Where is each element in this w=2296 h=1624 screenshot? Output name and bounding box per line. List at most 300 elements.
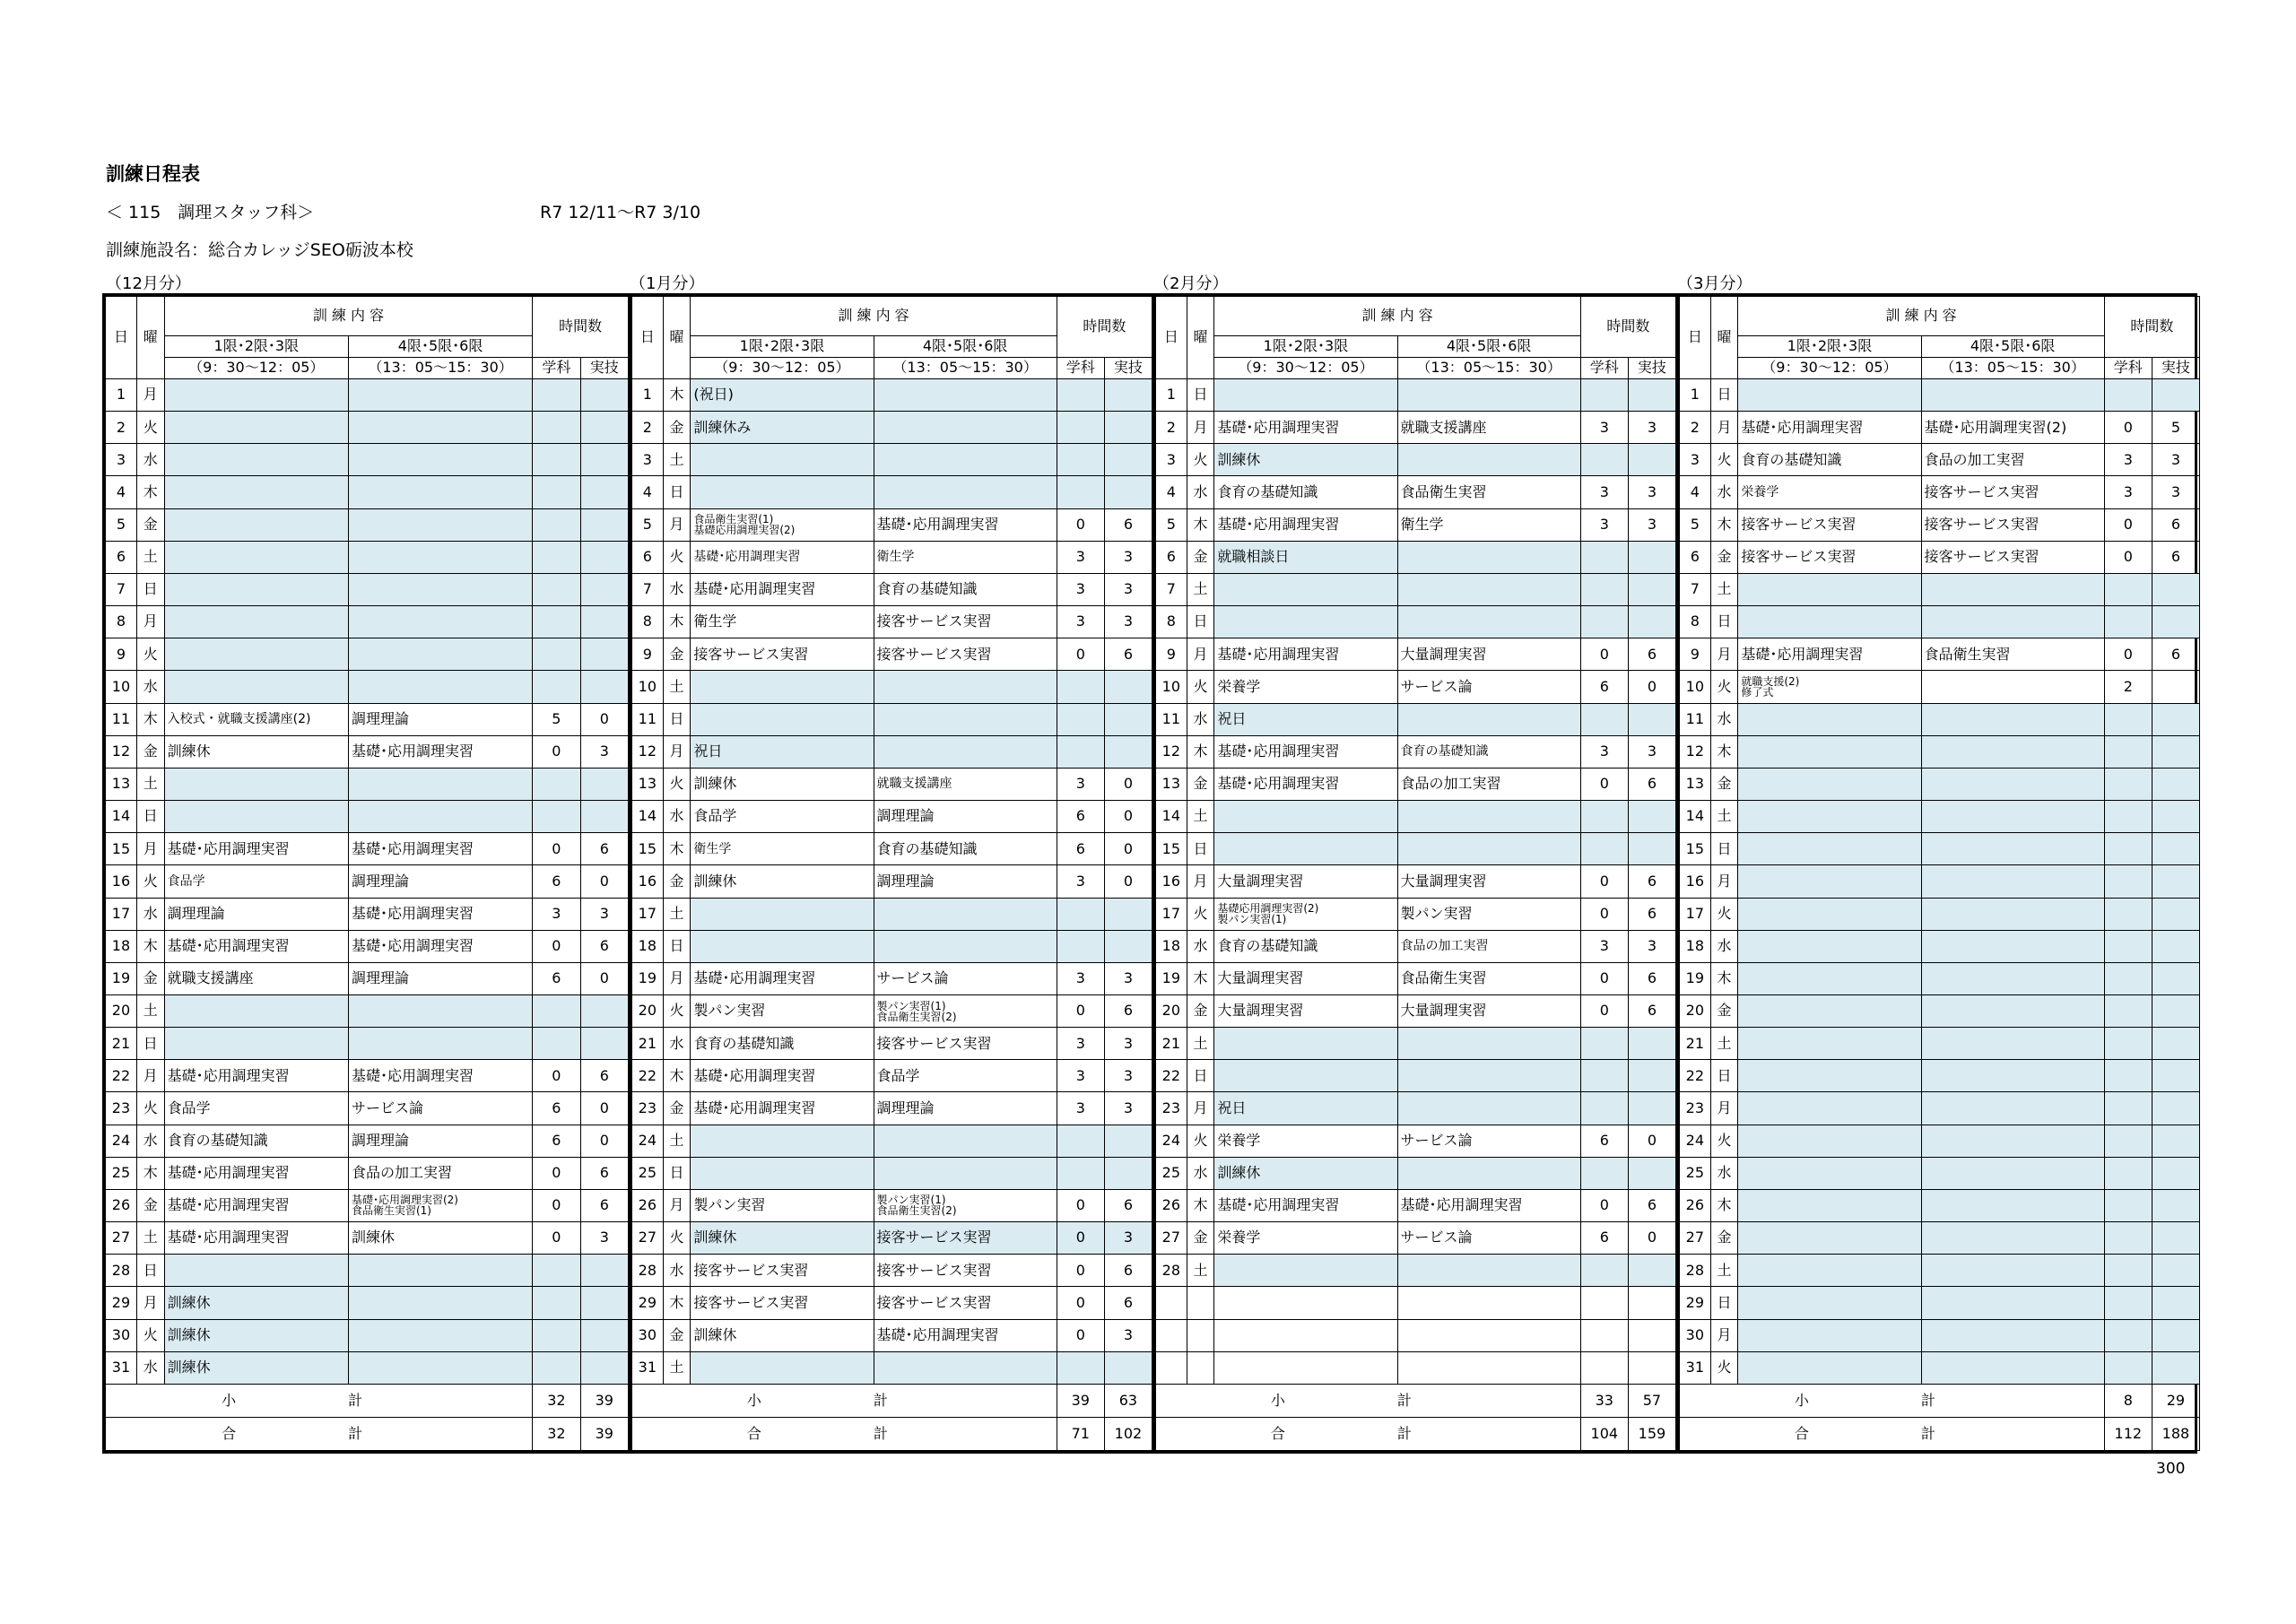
schedule-table bbox=[1679, 296, 2200, 1451]
table-row bbox=[1680, 541, 2200, 573]
total-label: 合 計 bbox=[632, 1418, 1057, 1451]
weekday-cell: 金 bbox=[136, 1189, 164, 1221]
gakka-hours: 6 bbox=[1580, 1125, 1628, 1157]
jitsugi-hours bbox=[580, 1351, 628, 1384]
content-cell-b bbox=[1921, 1255, 2104, 1287]
table-row bbox=[106, 1157, 629, 1189]
gakka-hours: 6 bbox=[1580, 1222, 1628, 1255]
content-cell-a bbox=[1738, 1092, 1921, 1125]
content-cell-b bbox=[1921, 671, 2104, 703]
content-cell-b bbox=[1921, 1092, 2104, 1125]
content-cell-b bbox=[1397, 671, 1580, 703]
content-cell-b bbox=[874, 412, 1057, 444]
subtotal-jitsugi: 63 bbox=[1104, 1385, 1152, 1418]
content-cell-b bbox=[1921, 865, 2104, 898]
day-cell: 16 bbox=[632, 865, 664, 898]
content-line: 製パン実習(1) bbox=[876, 999, 946, 1012]
table-row bbox=[1680, 1092, 2200, 1125]
content-line: 製パン実習 bbox=[693, 1196, 766, 1214]
content-cell-a bbox=[1738, 1157, 1921, 1189]
content-cell-a bbox=[1214, 476, 1397, 508]
content-line: サービス論 bbox=[1400, 1131, 1473, 1149]
gakka-hours bbox=[1057, 379, 1104, 412]
content-cell-a bbox=[1738, 735, 1921, 768]
day-cell: 21 bbox=[1156, 1028, 1187, 1060]
content-line: 接客サービス実習 bbox=[876, 1293, 992, 1311]
gakka-hours: 0 bbox=[533, 930, 580, 962]
content-cell-b bbox=[348, 735, 532, 768]
weekday-cell: 木 bbox=[663, 833, 691, 865]
content-cell-b bbox=[348, 962, 532, 994]
table-row bbox=[1680, 638, 2200, 671]
content-cell-b bbox=[1397, 962, 1580, 994]
jitsugi-hours: 6 bbox=[1628, 638, 1675, 671]
gakka-hours: 6 bbox=[1057, 833, 1104, 865]
gakka-hours: 0 bbox=[533, 1222, 580, 1255]
jitsugi-hours: 6 bbox=[1628, 994, 1675, 1027]
content-cell-a bbox=[1214, 606, 1397, 638]
weekday-cell: 金 bbox=[663, 412, 691, 444]
content-cell-b bbox=[1921, 573, 2104, 605]
content-line: 基礎･応用調理実習 bbox=[167, 1196, 290, 1214]
weekday-cell: 月 bbox=[1187, 1092, 1214, 1125]
weekday-cell: 土 bbox=[663, 898, 691, 930]
jitsugi-hours bbox=[2152, 1125, 2199, 1157]
weekday-cell: 日 bbox=[663, 930, 691, 962]
weekday-cell: 月 bbox=[136, 606, 164, 638]
subtotal-label: 小 計 bbox=[632, 1385, 1057, 1418]
day-cell: 6 bbox=[1680, 541, 1711, 573]
content-line: 基礎･応用調理実習 bbox=[693, 550, 801, 565]
weekday-cell: 木 bbox=[136, 930, 164, 962]
weekday-cell: 月 bbox=[136, 1060, 164, 1092]
content-cell-a bbox=[691, 541, 874, 573]
day-cell: 14 bbox=[1680, 801, 1711, 833]
table-row bbox=[1680, 1255, 2200, 1287]
content-line: 食品の加工実習 bbox=[351, 1164, 452, 1182]
content-line: 訓練休 bbox=[693, 1325, 737, 1343]
content-cell-b bbox=[348, 1287, 532, 1319]
gakka-hours: 0 bbox=[1057, 1255, 1104, 1287]
content-line: 入校式・就職支援講座(2) bbox=[167, 712, 311, 727]
table-row bbox=[632, 1028, 1152, 1060]
table-row bbox=[106, 1222, 629, 1255]
gakka-hours bbox=[1057, 1125, 1104, 1157]
gakka-hours: 6 bbox=[533, 865, 580, 898]
jitsugi-hours: 3 bbox=[1104, 1222, 1152, 1255]
content-line: 基礎･応用調理実習 bbox=[351, 839, 474, 857]
day-cell bbox=[1156, 1319, 1187, 1351]
month-label-feb: （2月分） bbox=[1153, 274, 1229, 293]
day-cell: 10 bbox=[632, 671, 664, 703]
content-cell-b bbox=[1397, 703, 1580, 735]
weekday-cell: 木 bbox=[663, 1060, 691, 1092]
jitsugi-hours bbox=[2152, 606, 2199, 638]
content-cell-a bbox=[1738, 1351, 1921, 1384]
weekday-cell: 土 bbox=[136, 541, 164, 573]
content-cell-a bbox=[1214, 573, 1397, 605]
table-row bbox=[632, 1351, 1152, 1384]
header-content: 訓 練 内 容 bbox=[164, 297, 533, 336]
gakka-hours bbox=[533, 444, 580, 476]
content-cell-b bbox=[348, 1028, 532, 1060]
weekday-cell: 木 bbox=[1710, 508, 1738, 541]
weekday-cell: 金 bbox=[1710, 768, 1738, 800]
content-cell-b bbox=[1921, 379, 2104, 412]
day-cell: 9 bbox=[632, 638, 664, 671]
gakka-hours: 0 bbox=[2104, 412, 2152, 444]
content-cell-b bbox=[1921, 606, 2104, 638]
day-cell: 17 bbox=[106, 898, 137, 930]
content-cell-b bbox=[1921, 962, 2104, 994]
day-cell: 26 bbox=[106, 1189, 137, 1221]
weekday-cell: 金 bbox=[136, 962, 164, 994]
subtotal-gakka: 33 bbox=[1580, 1385, 1628, 1418]
content-line: 食育の基礎知識 bbox=[1400, 744, 1489, 760]
content-cell-a bbox=[164, 671, 348, 703]
content-cell-b bbox=[874, 865, 1057, 898]
day-cell: 3 bbox=[632, 444, 664, 476]
table-row bbox=[632, 994, 1152, 1027]
table-row bbox=[1680, 930, 2200, 962]
gakka-hours bbox=[1580, 703, 1628, 735]
jitsugi-hours bbox=[580, 638, 628, 671]
header-weekday: 曜 bbox=[1187, 297, 1214, 379]
content-cell-a bbox=[164, 1222, 348, 1255]
weekday-cell: 水 bbox=[663, 801, 691, 833]
gakka-hours bbox=[2104, 1287, 2152, 1319]
table-row bbox=[632, 1255, 1152, 1287]
weekday-cell: 金 bbox=[1710, 994, 1738, 1027]
jitsugi-hours bbox=[1628, 1287, 1675, 1319]
day-cell: 31 bbox=[632, 1351, 664, 1384]
day-cell: 11 bbox=[1680, 703, 1711, 735]
day-cell: 19 bbox=[106, 962, 137, 994]
table-row bbox=[1156, 638, 1676, 671]
jitsugi-hours bbox=[2152, 1319, 2199, 1351]
total-gakka: 71 bbox=[1057, 1418, 1104, 1451]
gakka-hours: 6 bbox=[533, 1092, 580, 1125]
total-row bbox=[632, 1418, 1152, 1451]
jitsugi-hours bbox=[580, 476, 628, 508]
day-cell: 24 bbox=[1156, 1125, 1187, 1157]
weekday-cell bbox=[1187, 1287, 1214, 1319]
table-row bbox=[106, 412, 629, 444]
content-line: 食品衛生実習 bbox=[1924, 645, 2011, 663]
day-cell bbox=[1156, 1287, 1187, 1319]
gakka-hours: 3 bbox=[1580, 476, 1628, 508]
content-line: 接客サービス実習 bbox=[876, 612, 992, 630]
content-line: 食品学 bbox=[876, 1066, 920, 1084]
content-cell-b bbox=[1397, 865, 1580, 898]
content-line: 就職支援講座 bbox=[167, 969, 254, 987]
table-row bbox=[1156, 508, 1676, 541]
jitsugi-hours bbox=[580, 801, 628, 833]
gakka-hours bbox=[1580, 573, 1628, 605]
day-cell: 21 bbox=[106, 1028, 137, 1060]
month-table-dec bbox=[105, 296, 629, 1451]
gakka-hours bbox=[2104, 962, 2152, 994]
header-day: 日 bbox=[1680, 297, 1711, 379]
weekday-cell: 月 bbox=[663, 1189, 691, 1221]
weekday-cell: 金 bbox=[1710, 541, 1738, 573]
content-line: 訓練休 bbox=[693, 872, 737, 890]
day-cell: 8 bbox=[632, 606, 664, 638]
jitsugi-hours: 6 bbox=[580, 930, 628, 962]
content-cell-a bbox=[1214, 865, 1397, 898]
day-cell: 5 bbox=[1156, 508, 1187, 541]
table-row bbox=[1156, 476, 1676, 508]
day-cell: 22 bbox=[1156, 1060, 1187, 1092]
content-cell-a bbox=[164, 508, 348, 541]
jitsugi-hours bbox=[1104, 476, 1152, 508]
table-row bbox=[1156, 1060, 1676, 1092]
content-line: サービス論 bbox=[1400, 677, 1473, 695]
table-row bbox=[106, 1351, 629, 1384]
content-cell-a bbox=[1214, 1028, 1397, 1060]
content-line: 基礎･応用調理実習 bbox=[1400, 1196, 1523, 1214]
gakka-hours bbox=[2104, 1222, 2152, 1255]
content-cell-a bbox=[1738, 1060, 1921, 1092]
jitsugi-hours: 3 bbox=[1628, 735, 1675, 768]
table-row bbox=[106, 930, 629, 962]
content-cell-a bbox=[691, 508, 874, 541]
weekday-cell: 土 bbox=[1187, 573, 1214, 605]
day-cell: 2 bbox=[1680, 412, 1711, 444]
jitsugi-hours: 6 bbox=[1628, 962, 1675, 994]
jitsugi-hours: 6 bbox=[580, 1060, 628, 1092]
day-cell: 3 bbox=[1680, 444, 1711, 476]
subtotal-jitsugi: 39 bbox=[580, 1385, 628, 1418]
total-gakka: 112 bbox=[2104, 1418, 2152, 1451]
content-line: 食育の基礎知識 bbox=[1217, 937, 1318, 955]
content-cell-b bbox=[348, 508, 532, 541]
content-cell-a bbox=[1738, 541, 1921, 573]
total-label: 合 計 bbox=[1156, 1418, 1581, 1451]
gakka-hours bbox=[533, 541, 580, 573]
content-cell-a bbox=[164, 541, 348, 573]
weekday-cell: 月 bbox=[1187, 638, 1214, 671]
jitsugi-hours: 0 bbox=[580, 865, 628, 898]
jitsugi-hours: 3 bbox=[1104, 1028, 1152, 1060]
content-cell-a bbox=[1214, 1125, 1397, 1157]
gakka-hours bbox=[1580, 1255, 1628, 1287]
header-weekday: 曜 bbox=[663, 297, 691, 379]
weekday-cell: 日 bbox=[136, 1028, 164, 1060]
day-cell: 8 bbox=[106, 606, 137, 638]
day-cell: 9 bbox=[106, 638, 137, 671]
table-row bbox=[1680, 801, 2200, 833]
day-cell: 18 bbox=[1680, 930, 1711, 962]
weekday-cell: 月 bbox=[663, 735, 691, 768]
jitsugi-hours bbox=[2152, 1092, 2199, 1125]
table-row bbox=[1156, 379, 1676, 412]
day-cell: 2 bbox=[632, 412, 664, 444]
weekday-cell: 日 bbox=[1187, 606, 1214, 638]
content-cell-a bbox=[1738, 801, 1921, 833]
content-cell-a bbox=[691, 1092, 874, 1125]
content-cell-b bbox=[348, 1222, 532, 1255]
jitsugi-hours: 6 bbox=[1628, 865, 1675, 898]
weekday-cell: 金 bbox=[1187, 541, 1214, 573]
jitsugi-hours bbox=[1628, 444, 1675, 476]
content-line: 訓練休 bbox=[167, 1293, 211, 1311]
content-line: 基礎･応用調理実習 bbox=[876, 1325, 999, 1343]
jitsugi-hours bbox=[1104, 735, 1152, 768]
jitsugi-hours bbox=[1628, 573, 1675, 605]
weekday-cell: 火 bbox=[1710, 1351, 1738, 1384]
weekday-cell: 木 bbox=[663, 1287, 691, 1319]
content-cell-a bbox=[1214, 1157, 1397, 1189]
day-cell: 20 bbox=[632, 994, 664, 1027]
day-cell: 23 bbox=[1156, 1092, 1187, 1125]
table-row bbox=[632, 1060, 1152, 1092]
day-cell: 24 bbox=[106, 1125, 137, 1157]
day-cell: 22 bbox=[1680, 1060, 1711, 1092]
table-row bbox=[1156, 573, 1676, 605]
subtotal-row bbox=[632, 1385, 1152, 1418]
jitsugi-hours bbox=[2152, 1060, 2199, 1092]
gakka-hours bbox=[533, 638, 580, 671]
content-line: 訓練休 bbox=[1217, 450, 1261, 468]
content-cell-a bbox=[164, 1287, 348, 1319]
content-cell-b bbox=[1921, 444, 2104, 476]
table-row bbox=[1156, 1287, 1676, 1319]
gakka-hours: 3 bbox=[1057, 606, 1104, 638]
content-cell-b bbox=[1397, 379, 1580, 412]
table-row bbox=[1156, 801, 1676, 833]
jitsugi-hours: 3 bbox=[1104, 1319, 1152, 1351]
table-row bbox=[1680, 1189, 2200, 1221]
content-line-2: 製パン実習(1) bbox=[1217, 913, 1287, 926]
table-row bbox=[632, 735, 1152, 768]
table-row bbox=[1680, 703, 2200, 735]
gakka-hours bbox=[2104, 379, 2152, 412]
jitsugi-hours bbox=[1104, 703, 1152, 735]
table-row bbox=[632, 1287, 1152, 1319]
jitsugi-hours: 3 bbox=[1104, 573, 1152, 605]
gakka-hours bbox=[1580, 1157, 1628, 1189]
content-cell-b bbox=[348, 768, 532, 800]
content-line: 就職支援講座 bbox=[876, 777, 952, 792]
content-cell-b bbox=[874, 541, 1057, 573]
jitsugi-hours: 3 bbox=[1104, 1060, 1152, 1092]
content-cell-a bbox=[691, 1222, 874, 1255]
day-cell: 22 bbox=[106, 1060, 137, 1092]
table-row bbox=[1156, 1092, 1676, 1125]
jitsugi-hours: 0 bbox=[580, 703, 628, 735]
gakka-hours: 3 bbox=[1057, 573, 1104, 605]
table-row bbox=[106, 638, 629, 671]
weekday-cell: 木 bbox=[663, 606, 691, 638]
gakka-hours bbox=[1057, 671, 1104, 703]
content-cell-b bbox=[874, 1351, 1057, 1384]
content-cell-b bbox=[1397, 476, 1580, 508]
table-row bbox=[1156, 1319, 1676, 1351]
table-row bbox=[1680, 1351, 2200, 1384]
jitsugi-hours bbox=[2152, 1189, 2199, 1221]
content-line: 基礎･応用調理実習 bbox=[1217, 516, 1340, 533]
content-cell-a bbox=[164, 1028, 348, 1060]
jitsugi-hours: 6 bbox=[580, 833, 628, 865]
gakka-hours: 3 bbox=[533, 898, 580, 930]
table-row bbox=[632, 865, 1152, 898]
day-cell: 8 bbox=[1680, 606, 1711, 638]
weekday-cell: 水 bbox=[663, 1028, 691, 1060]
weekday-cell: 金 bbox=[1187, 1222, 1214, 1255]
weekday-cell: 金 bbox=[136, 735, 164, 768]
gakka-hours bbox=[2104, 833, 2152, 865]
content-line: 衛生学 bbox=[1400, 516, 1444, 533]
content-cell-b bbox=[348, 833, 532, 865]
content-cell-b bbox=[1921, 930, 2104, 962]
content-cell-b bbox=[1921, 1319, 2104, 1351]
day-cell: 23 bbox=[632, 1092, 664, 1125]
day-cell: 25 bbox=[632, 1157, 664, 1189]
content-line: 基礎･応用調理実習 bbox=[167, 937, 290, 955]
content-line: 基礎･応用調理実習 bbox=[351, 937, 474, 955]
content-cell-a bbox=[691, 606, 874, 638]
content-line: 食育の基礎知識 bbox=[876, 839, 978, 857]
weekday-cell: 土 bbox=[1710, 1028, 1738, 1060]
content-line: 訓練休 bbox=[167, 1325, 211, 1343]
weekday-cell: 日 bbox=[1710, 1287, 1738, 1319]
jitsugi-hours: 0 bbox=[580, 962, 628, 994]
day-cell: 6 bbox=[632, 541, 664, 573]
weekday-cell: 水 bbox=[1710, 703, 1738, 735]
day-cell: 8 bbox=[1156, 606, 1187, 638]
total-row bbox=[106, 1418, 629, 1451]
header-jitsugi: 実技 bbox=[1104, 358, 1152, 379]
table-row bbox=[1680, 1125, 2200, 1157]
jitsugi-hours bbox=[1104, 1351, 1152, 1384]
weekday-cell: 土 bbox=[1187, 1028, 1214, 1060]
content-cell-b bbox=[874, 1028, 1057, 1060]
gakka-hours bbox=[1057, 735, 1104, 768]
table-row bbox=[106, 1125, 629, 1157]
gakka-hours bbox=[533, 508, 580, 541]
jitsugi-hours bbox=[580, 541, 628, 573]
table-row bbox=[632, 768, 1152, 800]
weekday-cell: 土 bbox=[136, 768, 164, 800]
content-line: 接客サービス実習 bbox=[876, 1229, 992, 1246]
day-cell: 16 bbox=[1680, 865, 1711, 898]
weekday-cell: 木 bbox=[1710, 962, 1738, 994]
weekday-cell bbox=[1187, 1351, 1214, 1384]
content-line: 祝日 bbox=[693, 743, 723, 760]
table-row bbox=[1680, 833, 2200, 865]
content-line: 訓練休 bbox=[1217, 1164, 1261, 1182]
content-cell-b bbox=[1921, 735, 2104, 768]
day-cell: 18 bbox=[106, 930, 137, 962]
weekday-cell: 土 bbox=[1187, 1255, 1214, 1287]
content-cell-b bbox=[348, 573, 532, 605]
content-cell-a bbox=[1738, 379, 1921, 412]
weekday-cell: 木 bbox=[1187, 735, 1214, 768]
header-slot-a: 1限･2限･3限 bbox=[1738, 336, 1921, 358]
gakka-hours bbox=[533, 1319, 580, 1351]
content-line: 調理理論 bbox=[876, 807, 935, 825]
table-row bbox=[632, 1092, 1152, 1125]
header-jitsugi: 実技 bbox=[2152, 358, 2199, 379]
weekday-cell: 金 bbox=[136, 508, 164, 541]
content-line: 就職相談日 bbox=[1217, 548, 1290, 566]
content-cell-b bbox=[1397, 444, 1580, 476]
jitsugi-hours: 3 bbox=[1104, 1092, 1152, 1125]
jitsugi-hours bbox=[1104, 1125, 1152, 1157]
weekday-cell: 火 bbox=[1710, 671, 1738, 703]
jitsugi-hours bbox=[1104, 1157, 1152, 1189]
